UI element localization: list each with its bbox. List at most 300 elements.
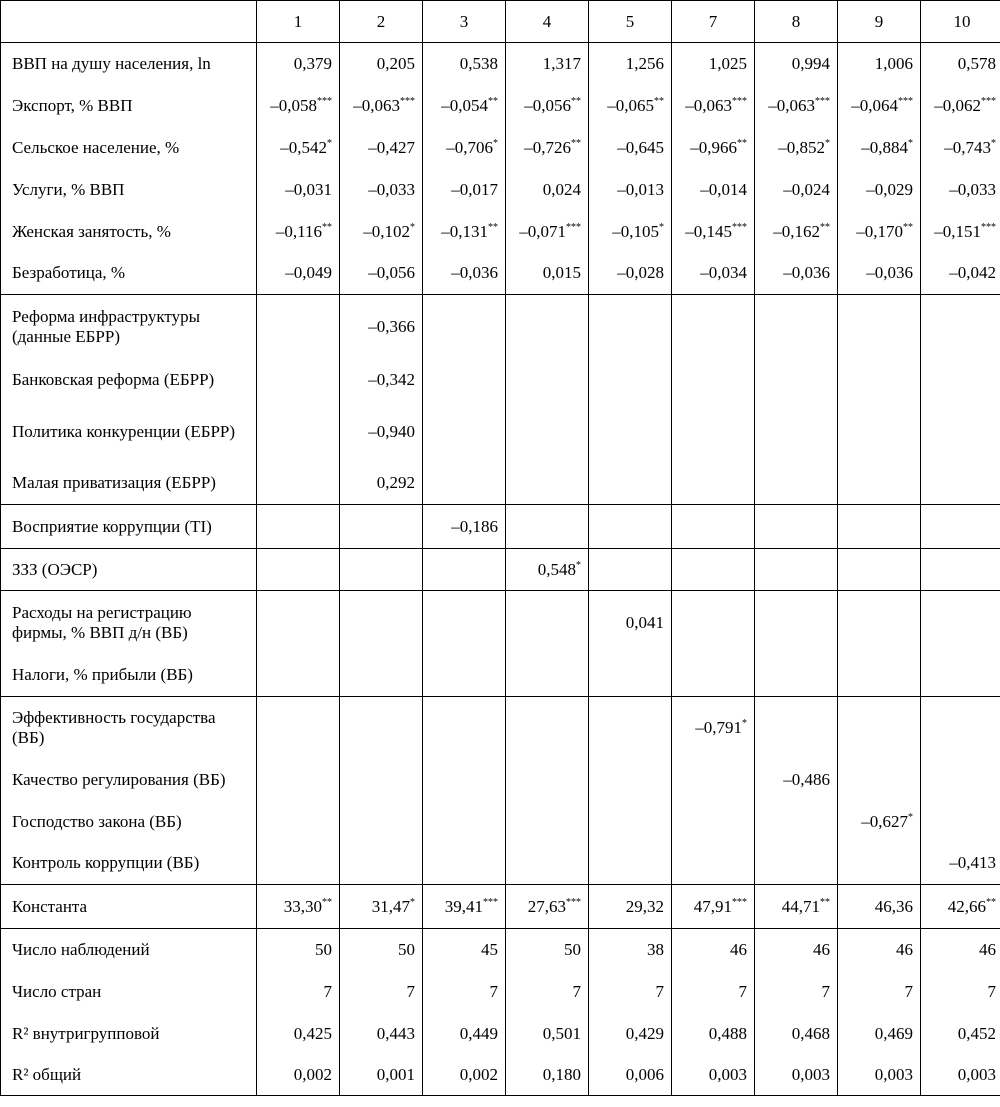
row-label: Качество регулирования (ВБ) [1, 759, 257, 801]
cell-value: 50 [315, 939, 332, 959]
table-cell [589, 885, 672, 929]
cell-value: 50 [564, 939, 581, 959]
table-cell [340, 549, 423, 591]
table-cell [755, 463, 838, 505]
cell-value: 45 [481, 939, 498, 959]
table-cell [423, 1055, 506, 1096]
row-label: R² внутригрупповой [1, 1013, 257, 1055]
table-cell [340, 697, 423, 759]
cell-value: –0,033 [368, 179, 415, 199]
significance-stars: *** [981, 221, 996, 233]
column-header: 3 [423, 1, 506, 43]
row-label: Число наблюдений [1, 929, 257, 971]
significance-stars: ** [903, 221, 913, 233]
table-cell [340, 759, 423, 801]
table-cell [340, 211, 423, 253]
row-label: R² общий [1, 1055, 257, 1096]
table-cell [257, 359, 340, 401]
table-cell [340, 591, 423, 655]
table-cell [257, 169, 340, 211]
cell-value: 0,379 [293, 53, 332, 73]
table-cell [838, 253, 921, 295]
table-cell [506, 43, 589, 85]
table-cell [340, 885, 423, 929]
table-cell [672, 843, 755, 885]
table-row [1, 401, 1000, 463]
table-cell [423, 697, 506, 759]
cell-value: 1,006 [874, 53, 913, 73]
table-cell [672, 401, 755, 463]
column-header: 9 [838, 1, 921, 43]
table-cell [755, 801, 838, 843]
cell-value: –0,063 [685, 95, 732, 115]
cell-value: 0,003 [791, 1064, 830, 1084]
table-cell [672, 463, 755, 505]
table-cell [423, 463, 506, 505]
cell-value: 0,003 [957, 1064, 996, 1084]
cell-value: 0,443 [376, 1023, 415, 1043]
table-cell [506, 505, 589, 549]
table-cell [672, 211, 755, 253]
table-cell [589, 759, 672, 801]
cell-value: –0,105 [612, 221, 659, 241]
significance-stars: ** [571, 95, 581, 107]
significance-stars: * [327, 137, 332, 149]
table-cell [340, 169, 423, 211]
cell-value: –0,791 [695, 717, 742, 737]
table-cell [506, 1013, 589, 1055]
cell-value: 7 [406, 981, 415, 1001]
cell-value: –0,116 [275, 221, 322, 241]
table-cell [423, 253, 506, 295]
table-cell [672, 971, 755, 1013]
column-header: 7 [672, 1, 755, 43]
table-cell [589, 169, 672, 211]
cell-value: 0,425 [293, 1023, 332, 1043]
table-cell [921, 505, 1000, 549]
table-cell [921, 127, 1000, 169]
significance-stars: * [908, 137, 913, 149]
table-cell [340, 85, 423, 127]
table-cell [921, 401, 1000, 463]
row-label: Услуги, % ВВП [1, 169, 257, 211]
significance-stars: ** [322, 221, 332, 233]
table-cell [257, 929, 340, 971]
table-cell [506, 843, 589, 885]
cell-value: 0,041 [625, 612, 664, 632]
table-cell [672, 697, 755, 759]
table-cell [423, 401, 506, 463]
cell-value: 7 [572, 981, 581, 1001]
table-row [1, 655, 1000, 697]
table-cell [921, 549, 1000, 591]
table-cell [257, 463, 340, 505]
table-cell [755, 929, 838, 971]
table-cell [589, 85, 672, 127]
table-cell [838, 549, 921, 591]
table-row [1, 929, 1000, 971]
table-cell [506, 759, 589, 801]
table-cell [672, 43, 755, 85]
table-cell [589, 801, 672, 843]
table-cell [423, 929, 506, 971]
significance-stars: *** [981, 95, 996, 107]
row-label: Контроль коррупции (ВБ) [1, 843, 257, 885]
table-cell [755, 401, 838, 463]
table-row [1, 1013, 1000, 1055]
table-cell [672, 591, 755, 655]
table-cell [755, 971, 838, 1013]
cell-value: 29,32 [625, 896, 664, 916]
row-label: Эффективность государства (ВБ) [1, 697, 257, 759]
table-row [1, 169, 1000, 211]
cell-value: 0,002 [293, 1064, 332, 1084]
table-cell [506, 697, 589, 759]
cell-value: –0,627 [861, 811, 908, 831]
table-cell [672, 253, 755, 295]
table-row [1, 359, 1000, 401]
table-row [1, 211, 1000, 253]
table-cell [506, 169, 589, 211]
cell-value: 0,452 [957, 1023, 996, 1043]
table-cell [672, 655, 755, 697]
significance-stars: ** [986, 896, 996, 908]
header-row [1, 1, 1000, 43]
cell-value: 0,015 [542, 263, 581, 283]
significance-stars: * [742, 717, 747, 729]
cell-value: –0,743 [944, 137, 991, 157]
cell-value: –0,170 [856, 221, 903, 241]
table-cell [506, 359, 589, 401]
table-cell [589, 591, 672, 655]
significance-stars: * [493, 137, 498, 149]
cell-value: 46 [979, 939, 996, 959]
table-cell [755, 85, 838, 127]
table-cell [755, 655, 838, 697]
table-cell [838, 505, 921, 549]
header-corner [1, 1, 257, 43]
table-cell [921, 169, 1000, 211]
table-cell [755, 505, 838, 549]
table-cell [506, 885, 589, 929]
cell-value: 39,41 [444, 896, 483, 916]
cell-value: 0,429 [625, 1023, 664, 1043]
cell-value: 0,001 [376, 1064, 415, 1084]
row-label: Женская занятость, % [1, 211, 257, 253]
cell-value: 7 [323, 981, 332, 1001]
cell-value: 0,548 [537, 559, 576, 579]
table-cell [589, 549, 672, 591]
cell-value: 0,006 [625, 1064, 664, 1084]
table-cell [921, 211, 1000, 253]
table-cell [423, 801, 506, 843]
row-label: ЗЗЗ (ОЭСР) [1, 549, 257, 591]
table-row [1, 591, 1000, 655]
table-body [1, 1, 1000, 1096]
cell-value: 0,024 [542, 179, 581, 199]
cell-value: –0,064 [851, 95, 898, 115]
cell-value: –0,186 [451, 516, 498, 536]
column-header: 1 [257, 1, 340, 43]
table-cell [340, 843, 423, 885]
cell-value: 1,256 [625, 53, 664, 73]
row-label: Сельское население, % [1, 127, 257, 169]
table-cell [838, 697, 921, 759]
significance-stars: ** [322, 896, 332, 908]
table-cell [921, 359, 1000, 401]
table-cell [838, 85, 921, 127]
cell-value: 47,91 [693, 896, 732, 916]
row-label: Реформа инфраструктуры (данные ЕБРР) [1, 295, 257, 359]
table-cell [257, 655, 340, 697]
table-cell [921, 295, 1000, 359]
table-cell [589, 697, 672, 759]
row-label: Экспорт, % ВВП [1, 85, 257, 127]
cell-value: 1,317 [542, 53, 581, 73]
cell-value: 0,002 [459, 1064, 498, 1084]
table-cell [755, 169, 838, 211]
table-cell [838, 843, 921, 885]
row-label: Восприятие коррупции (TI) [1, 505, 257, 549]
table-row [1, 43, 1000, 85]
row-label: Расходы на регистрацию фирмы, % ВВП д/н (ВБ) [1, 591, 257, 655]
table-cell [672, 1013, 755, 1055]
table-cell [257, 843, 340, 885]
table-cell [340, 655, 423, 697]
cell-value: –0,036 [866, 263, 913, 283]
significance-stars: * [908, 811, 913, 823]
table-cell [423, 359, 506, 401]
cell-value: 0,469 [874, 1023, 913, 1043]
cell-value: –0,131 [441, 221, 488, 241]
table-cell [755, 359, 838, 401]
significance-stars: ** [820, 896, 830, 908]
table-cell [672, 759, 755, 801]
table-cell [506, 401, 589, 463]
table-cell [838, 211, 921, 253]
significance-stars: *** [815, 95, 830, 107]
significance-stars: *** [732, 896, 747, 908]
table-cell [838, 295, 921, 359]
table-cell [589, 843, 672, 885]
table-cell [340, 801, 423, 843]
cell-value: 7 [738, 981, 747, 1001]
table-cell [340, 971, 423, 1013]
table-cell [257, 295, 340, 359]
table-cell [589, 127, 672, 169]
significance-stars: * [410, 896, 415, 908]
table-cell [423, 295, 506, 359]
table-cell [257, 253, 340, 295]
table-cell [921, 253, 1000, 295]
table-cell [838, 971, 921, 1013]
table-cell [755, 759, 838, 801]
table-cell [755, 591, 838, 655]
cell-value: –0,162 [773, 221, 820, 241]
significance-stars: ** [820, 221, 830, 233]
significance-stars: *** [732, 221, 747, 233]
cell-value: –0,036 [783, 263, 830, 283]
cell-value: 0,003 [874, 1064, 913, 1084]
table-cell [755, 697, 838, 759]
table-cell [589, 1055, 672, 1096]
row-label: Господство закона (ВБ) [1, 801, 257, 843]
significance-stars: ** [571, 137, 581, 149]
cell-value: –0,033 [949, 179, 996, 199]
table-cell [423, 505, 506, 549]
cell-value: –0,056 [524, 95, 571, 115]
cell-value: 46 [730, 939, 747, 959]
cell-value: –0,031 [285, 179, 332, 199]
table-cell [340, 505, 423, 549]
table-cell [921, 801, 1000, 843]
column-header: 2 [340, 1, 423, 43]
significance-stars: * [410, 221, 415, 233]
table-cell [672, 295, 755, 359]
table-cell [257, 211, 340, 253]
table-row [1, 295, 1000, 359]
table-cell [506, 971, 589, 1013]
table-cell [423, 759, 506, 801]
table-cell [423, 169, 506, 211]
table-cell [672, 1055, 755, 1096]
table-cell [838, 655, 921, 697]
table-cell [257, 591, 340, 655]
table-cell [921, 697, 1000, 759]
table-cell [340, 929, 423, 971]
table-cell [506, 127, 589, 169]
table-cell [589, 929, 672, 971]
table-cell [921, 591, 1000, 655]
table-row [1, 253, 1000, 295]
table-cell [589, 401, 672, 463]
table-cell [340, 463, 423, 505]
table-cell [672, 505, 755, 549]
table-row [1, 505, 1000, 549]
table-cell [257, 401, 340, 463]
table-cell [921, 85, 1000, 127]
table-cell [838, 43, 921, 85]
significance-stars: *** [566, 896, 581, 908]
table-cell [589, 253, 672, 295]
cell-value: 0,994 [791, 53, 830, 73]
table-cell [257, 1013, 340, 1055]
significance-stars: *** [317, 95, 332, 107]
table-cell [755, 1013, 838, 1055]
cell-value: 1,025 [708, 53, 747, 73]
table-cell [921, 1055, 1000, 1096]
cell-value: –0,024 [783, 179, 830, 199]
table-cell [506, 1055, 589, 1096]
cell-value: –0,966 [690, 137, 737, 157]
table-row [1, 801, 1000, 843]
table-cell [838, 885, 921, 929]
table-cell [921, 463, 1000, 505]
table-cell [838, 127, 921, 169]
row-label: Малая приватизация (ЕБРР) [1, 463, 257, 505]
table-cell [257, 505, 340, 549]
table-cell [589, 655, 672, 697]
cell-value: 50 [398, 939, 415, 959]
cell-value: 0,501 [542, 1023, 581, 1043]
significance-stars: * [659, 221, 664, 233]
cell-value: –0,054 [441, 95, 488, 115]
table-cell [838, 591, 921, 655]
table-row [1, 971, 1000, 1013]
cell-value: 46,36 [874, 896, 913, 916]
table-cell [340, 401, 423, 463]
cell-value: –0,014 [700, 179, 747, 199]
table-row [1, 127, 1000, 169]
table-cell [838, 759, 921, 801]
cell-value: –0,151 [934, 221, 981, 241]
cell-value: 33,30 [283, 896, 322, 916]
cell-value: 44,71 [781, 896, 820, 916]
table-cell [340, 1013, 423, 1055]
table-cell [589, 359, 672, 401]
cell-value: 0,180 [542, 1064, 581, 1084]
row-label: Налоги, % прибыли (ВБ) [1, 655, 257, 697]
cell-value: –0,542 [280, 137, 327, 157]
cell-value: 42,66 [947, 896, 986, 916]
table-cell [672, 85, 755, 127]
significance-stars: * [825, 137, 830, 149]
significance-stars: *** [566, 221, 581, 233]
table-cell [755, 253, 838, 295]
cell-value: 31,47 [371, 896, 410, 916]
table-cell [423, 211, 506, 253]
table-cell [921, 971, 1000, 1013]
cell-value: 7 [489, 981, 498, 1001]
table-cell [672, 359, 755, 401]
table-cell [672, 801, 755, 843]
table-cell [340, 253, 423, 295]
table-cell [506, 655, 589, 697]
table-cell [755, 295, 838, 359]
table-cell [672, 169, 755, 211]
table-cell [921, 929, 1000, 971]
significance-stars: ** [654, 95, 664, 107]
table-cell [755, 843, 838, 885]
cell-value: –0,486 [783, 769, 830, 789]
cell-value: –0,427 [368, 137, 415, 157]
cell-value: 0,468 [791, 1023, 830, 1043]
table-cell [423, 885, 506, 929]
table-cell [755, 549, 838, 591]
table-cell [340, 43, 423, 85]
table-cell [506, 929, 589, 971]
table-row [1, 697, 1000, 759]
table-cell [423, 843, 506, 885]
table-cell [838, 1013, 921, 1055]
table-cell [755, 127, 838, 169]
table-cell [921, 43, 1000, 85]
table-cell [257, 885, 340, 929]
cell-value: –0,062 [934, 95, 981, 115]
table-cell [340, 359, 423, 401]
table-cell [340, 1055, 423, 1096]
table-cell [589, 211, 672, 253]
table-cell [423, 591, 506, 655]
table-cell [423, 655, 506, 697]
table-cell [340, 295, 423, 359]
table-cell [423, 43, 506, 85]
column-header: 5 [589, 1, 672, 43]
cell-value: –0,056 [368, 263, 415, 283]
cell-value: 7 [821, 981, 830, 1001]
table-cell [506, 211, 589, 253]
cell-value: –0,049 [285, 263, 332, 283]
